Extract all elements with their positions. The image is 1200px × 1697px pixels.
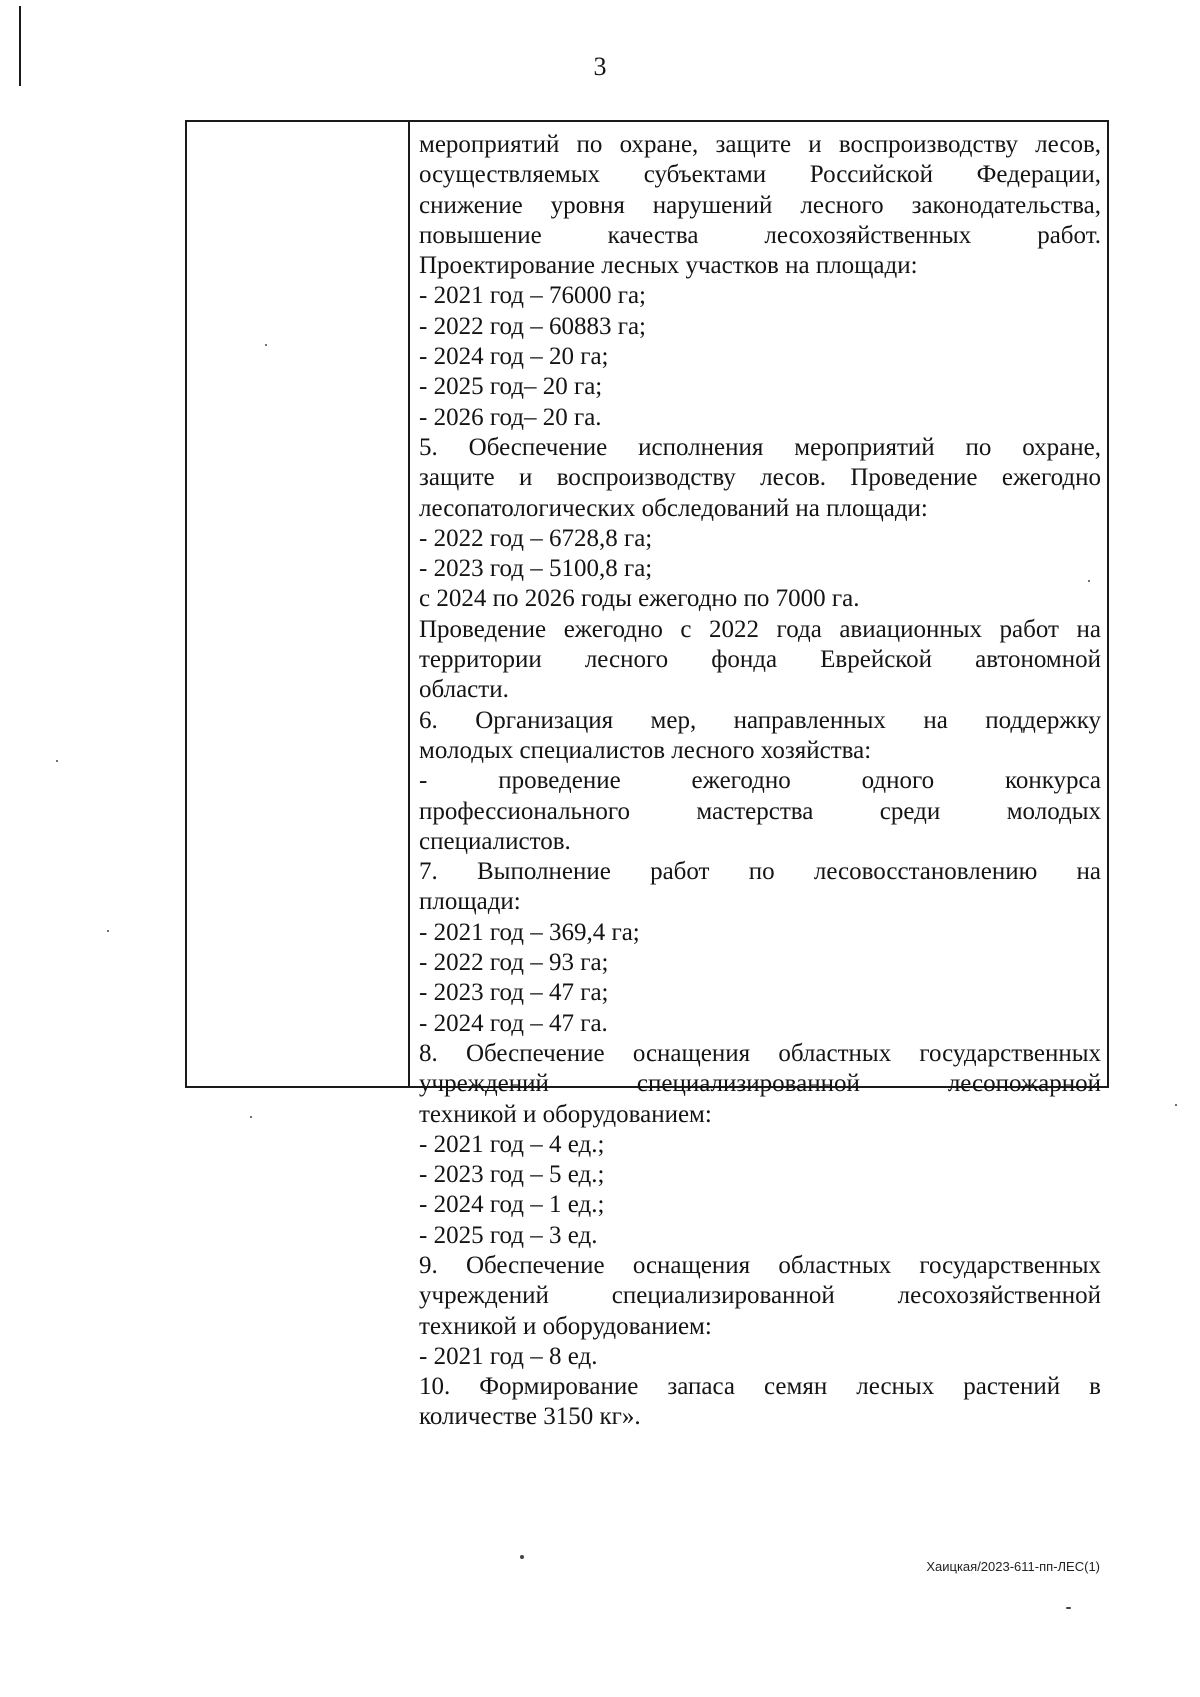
- text-line: 7. Выполнение работ по лесовосстановлению на: [419, 858, 1101, 886]
- text-line: 9. Обеспечение оснащения областных государственных: [419, 1251, 1101, 1279]
- text-line: - 2021 год – 8 ед.: [419, 1342, 598, 1370]
- text-line: - 2023 год – 47 га;: [419, 979, 609, 1007]
- text-line: техникой и оборудованием:: [419, 1100, 712, 1128]
- scan-speck: [56, 760, 58, 762]
- text-line: защите и воспроизводству лесов. Проведение ежегодно: [419, 464, 1101, 492]
- text-line: молодых специалистов лесного хозяйства:: [419, 736, 872, 764]
- text-line: осуществляемых субъектами Российской Федерации,: [419, 161, 1101, 189]
- text-line: лесопатологических обследований на площади:: [419, 494, 928, 522]
- text-line: - 2023 год – 5 ед.;: [419, 1161, 605, 1189]
- text-line: - 2024 год – 20 га;: [419, 343, 609, 371]
- text-line: территории лесного фонда Еврейской автономной: [419, 646, 1101, 674]
- text-line: - 2021 год – 76000 га;: [419, 282, 647, 310]
- text-line: - 2021 год – 369,4 га;: [419, 918, 640, 946]
- text-line: - 2022 год – 93 га;: [419, 949, 609, 977]
- text-line: 5. Обеспечение исполнения мероприятий по охране,: [419, 433, 1101, 461]
- text-line: с 2024 по 2026 годы ежегодно по 7000 га.: [419, 585, 860, 613]
- scan-speck: [1175, 1104, 1177, 1106]
- text-line: - 2022 год – 6728,8 га;: [419, 524, 653, 552]
- text-line: - 2021 год – 4 ед.;: [419, 1130, 605, 1158]
- text-line: - 2024 год – 47 га.: [419, 1009, 608, 1037]
- text-line: мероприятий по охране, защите и воспроизводству лесов,: [419, 131, 1101, 158]
- text-line: Проведение ежегодно с 2022 года авиационных работ на: [419, 615, 1101, 643]
- table-left-cell: [187, 122, 410, 1086]
- text-line: количестве 3150 кг».: [419, 1403, 641, 1431]
- text-line: 10. Формирование запаса семян лесных растений в: [419, 1373, 1101, 1401]
- text-line: техникой и оборудованием:: [419, 1312, 712, 1340]
- text-line: - 2025 год – 3 ед.: [419, 1221, 598, 1249]
- scan-speck: [107, 930, 109, 932]
- text-line: - 2024 год – 1 ед.;: [419, 1191, 605, 1219]
- text-line: - проведение ежегодно одного конкурса: [419, 767, 1101, 795]
- scan-speck: [1066, 1607, 1071, 1609]
- text-line: снижение уровня нарушений лесного законодательства,: [419, 191, 1101, 219]
- scan-speck: [250, 1116, 252, 1118]
- text-line: - 2026 год– 20 га.: [419, 403, 602, 431]
- text-line: специалистов.: [419, 827, 571, 855]
- text-line: профессионального мастерства среди молодых: [419, 797, 1101, 825]
- program-content-table: [185, 120, 1109, 1431]
- scan-speck: [520, 1555, 524, 1559]
- text-line: области.: [419, 676, 509, 704]
- text-line: учреждений специализированной лесопожарной: [419, 1070, 1101, 1098]
- text-line: повышение качества лесохозяйственных работ.: [419, 221, 1101, 249]
- text-line: - 2022 год – 60883 га;: [419, 312, 647, 340]
- text-line: 8. Обеспечение оснащения областных государственных: [419, 1039, 1101, 1067]
- text-line: учреждений специализированной лесохозяйственной: [419, 1282, 1101, 1310]
- document-reference-id: Хаицкая/2023-611-пп-ЛЕС(1): [926, 1559, 1100, 1574]
- text-line: 6. Организация мер, направленных на поддержку: [419, 706, 1101, 734]
- table-right-cell: [410, 122, 1107, 1431]
- text-line: - 2023 год – 5100,8 га;: [419, 555, 653, 583]
- text-line: площади:: [419, 888, 521, 916]
- text-line: Проектирование лесных участков на площади:: [419, 252, 918, 280]
- page-number: 3: [593, 52, 607, 81]
- text-line: - 2025 год– 20 га;: [419, 373, 603, 401]
